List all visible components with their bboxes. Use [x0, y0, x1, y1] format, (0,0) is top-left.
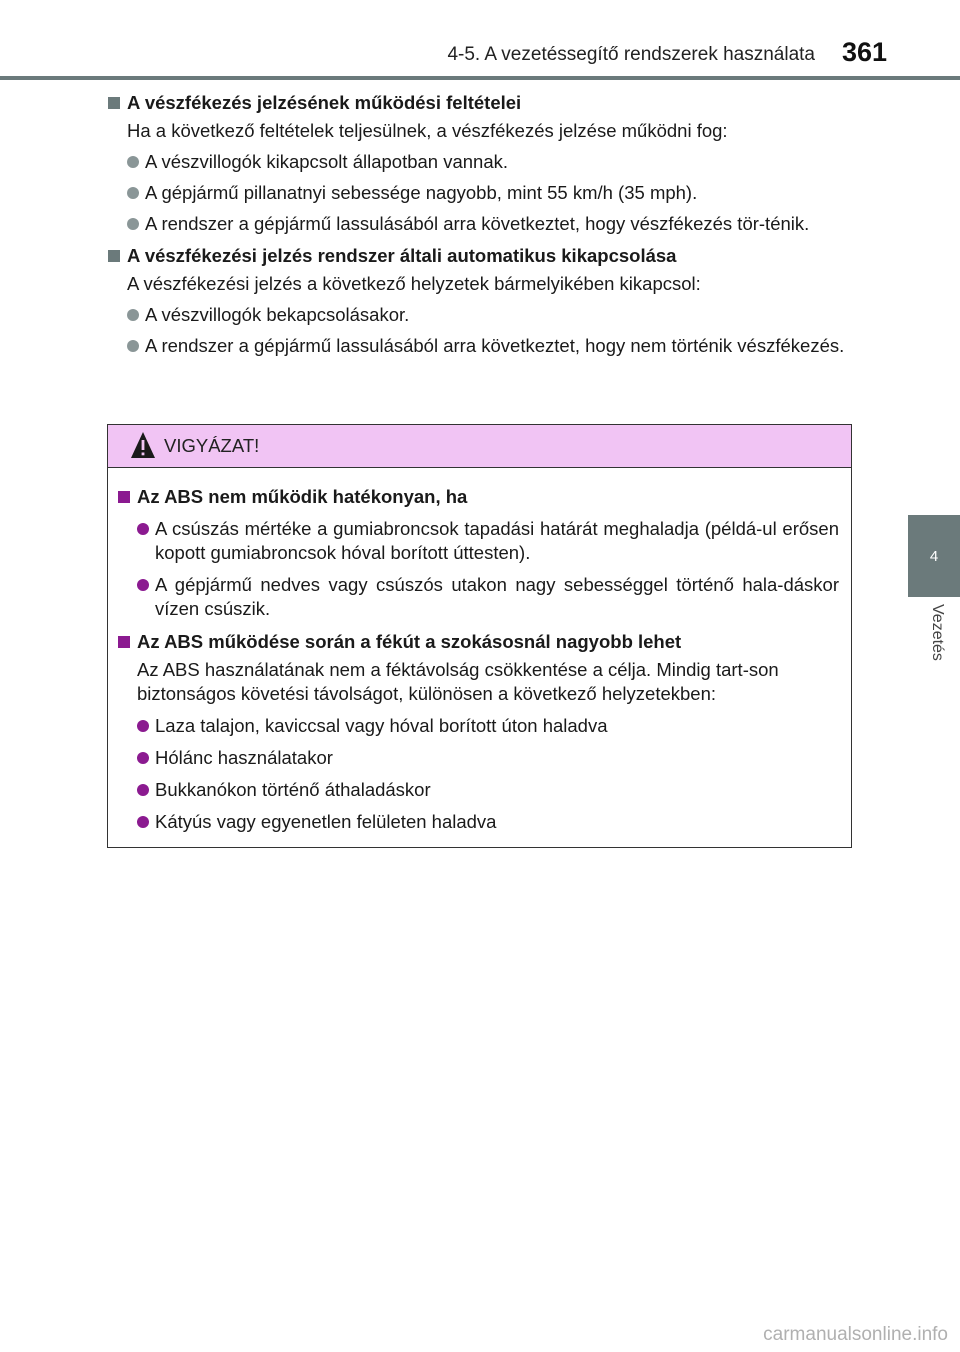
square-bullet-icon: [108, 250, 120, 262]
section-title: [108, 244, 853, 268]
list-item-text: Kátyús vagy egyenetlen felületen haladva: [155, 811, 497, 832]
list-item: [118, 810, 839, 834]
section-title-text: Az ABS nem működik hatékonyan, ha: [137, 486, 468, 507]
section-intro: Ha a következő feltételek teljesülnek, a vészfékezés jelzése működni fog:: [127, 120, 728, 141]
bullet-list: [108, 150, 853, 236]
section-intro: Az ABS használatának nem a féktávolság csökkentése a célja. Mindig tart-son biztonságos követési távolságot, különösen a következő helyzetekben:: [137, 659, 779, 704]
warning-section-title: [118, 485, 839, 509]
list-item: [118, 746, 839, 770]
watermark: carmanualsonline.info: [763, 1324, 948, 1345]
list-item-text: A vészvillogók bekapcsolásakor.: [145, 304, 410, 325]
warning-label: VIGYÁZAT!: [164, 435, 260, 456]
section-intro: A vészfékezési jelzés a következő helyzetek bármelyikében kikapcsol:: [127, 273, 701, 294]
list-item-text: A gépjármű nedves vagy csúszós utakon nagy sebességgel történő hala-dáskor vízen csúszik.: [155, 574, 839, 619]
bullet-list: [118, 517, 839, 621]
list-item-text: Laza talajon, kaviccsal vagy hóval borított úton haladva: [155, 715, 608, 736]
header-rule: [0, 76, 960, 80]
square-bullet-icon: [118, 636, 130, 648]
warning-header: [108, 425, 851, 468]
chapter-side-label: Vezetés: [929, 604, 946, 661]
round-bullet-icon: [137, 523, 149, 535]
section-title-text: Az ABS működése során a fékút a szokásosnál nagyobb lehet: [137, 631, 682, 652]
round-bullet-icon: [127, 218, 139, 230]
main-content: [108, 91, 853, 358]
list-item-text: Bukkanókon történő áthaladáskor: [155, 779, 431, 800]
list-item-text: A rendszer a gépjármű lassulásából arra következtet, hogy vészfékezés tör-ténik.: [145, 213, 810, 234]
list-item-text: Hólánc használatakor: [155, 747, 333, 768]
round-bullet-icon: [127, 309, 139, 321]
header-title: 4-5. A vezetéssegítő rendszerek használata: [447, 44, 815, 65]
list-item: [108, 150, 853, 174]
list-item: [108, 181, 853, 205]
round-bullet-icon: [137, 784, 149, 796]
section-title-text: A vészfékezési jelzés rendszer általi automatikus kikapcsolása: [127, 245, 677, 266]
list-item-text: A vészvillogók kikapcsolt állapotban vannak.: [145, 151, 509, 172]
round-bullet-icon: [137, 752, 149, 764]
list-item: [118, 573, 839, 621]
round-bullet-icon: [127, 187, 139, 199]
warning-section-title: [118, 630, 839, 654]
warning-body: [108, 468, 851, 834]
bullet-list: [118, 714, 839, 834]
list-item-text: A gépjármű pillanatnyi sebessége nagyobb, mint 55 km/h (35 mph).: [145, 182, 698, 203]
round-bullet-icon: [137, 816, 149, 828]
square-bullet-icon: [108, 97, 120, 109]
list-item: [108, 303, 853, 327]
square-bullet-icon: [118, 491, 130, 503]
round-bullet-icon: [127, 156, 139, 168]
section-title-text: A vészfékezés jelzésének működési feltételei: [127, 92, 522, 113]
bullet-list: [108, 303, 853, 358]
warning-box: [107, 424, 852, 848]
list-item-text: A csúszás mértéke a gumiabroncsok tapadási határát meghaladja (példá-ul erősen kopott gumiabroncsok hóval borított úttesten).: [155, 518, 839, 563]
list-item: [108, 212, 853, 236]
round-bullet-icon: [127, 340, 139, 352]
list-item: [108, 334, 853, 358]
page-number: 361: [841, 37, 887, 67]
chapter-tab-number: 4: [929, 547, 939, 565]
list-item: [118, 714, 839, 738]
list-item: [118, 517, 839, 565]
list-item-text: A rendszer a gépjármű lassulásából arra következtet, hogy nem történik vészfékezés.: [145, 335, 845, 356]
list-item: [118, 778, 839, 802]
section-title: [108, 91, 853, 115]
chapter-tab: [908, 515, 960, 597]
warning-triangle-icon: [130, 431, 156, 459]
round-bullet-icon: [137, 579, 149, 591]
round-bullet-icon: [137, 720, 149, 732]
